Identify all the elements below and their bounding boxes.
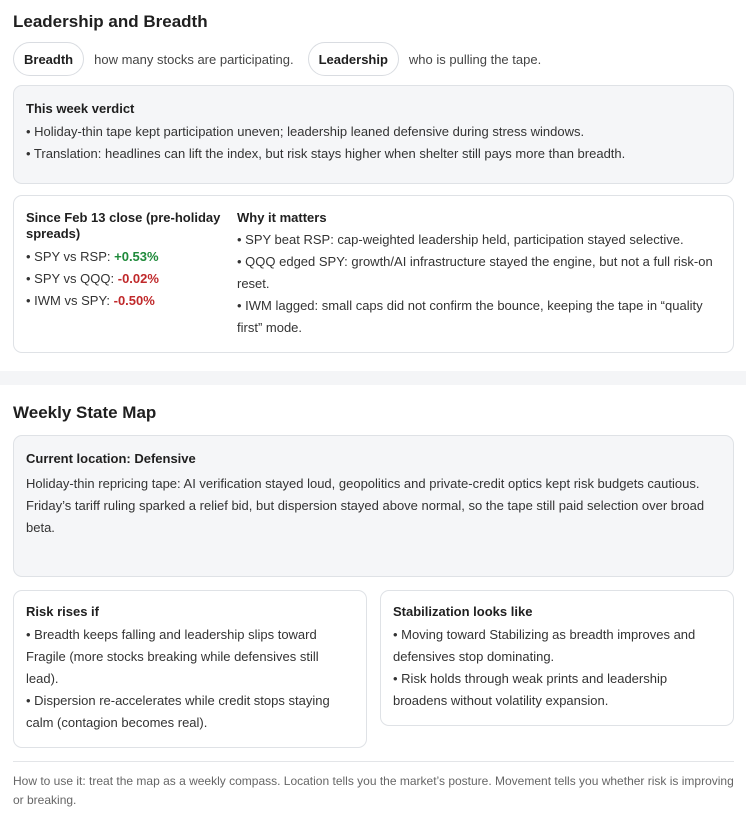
verdict-card xyxy=(13,85,734,184)
why-bullet: • SPY beat RSP: cap-weighted leadership held, participation stayed selective. xyxy=(237,232,684,247)
leadership-pill[interactable]: Leadership xyxy=(308,42,399,76)
current-location-card xyxy=(13,435,734,577)
usage-note: How to use it: treat the map as a weekly compass. Location tells you the market’s posture. Movement tells you whether risk is improving or breaking. xyxy=(13,774,734,807)
why-bullet: • IWM lagged: small caps did not confirm the bounce, keeping the tape in “quality first” mode. xyxy=(237,298,703,335)
spread-label: • IWM vs SPY: xyxy=(26,293,114,308)
risk-bullet: • Dispersion re-accelerates while credit stops staying calm (contagion becomes real). xyxy=(26,693,330,730)
risk-rises-card xyxy=(13,590,367,748)
spreads-card xyxy=(13,195,734,353)
spread-label: • SPY vs RSP: xyxy=(26,249,115,264)
footer-divider xyxy=(13,761,734,762)
leadership-section xyxy=(0,0,746,371)
spread-value: -0.02% xyxy=(117,271,159,286)
spread-value: -0.50% xyxy=(113,293,155,308)
section-title-state-map: Weekly State Map xyxy=(13,403,157,422)
risk-bullet: • Breadth keeps falling and leadership slips toward Fragile (more stocks breaking while defensives still lead). xyxy=(26,627,319,686)
why-title: Why it matters xyxy=(237,210,327,225)
stabilization-card xyxy=(380,590,734,726)
definition-row xyxy=(13,42,555,76)
spreads-title: Since Feb 13 close (pre-holiday spreads) xyxy=(26,210,221,241)
location-paragraph: Holiday-thin repricing tape: AI verification stayed loud, geopolitics and private-credit optics kept risk budgets cautious. xyxy=(26,476,700,491)
verdict-bullet: • Holiday-thin tape kept participation uneven; leadership leaned defensive during stress windows. xyxy=(26,124,585,139)
stabilization-title: Stabilization looks like xyxy=(393,604,533,619)
breadth-pill[interactable]: Breadth xyxy=(13,42,84,76)
leadership-definition: who is pulling the tape. xyxy=(408,51,542,67)
verdict-title: This week verdict xyxy=(26,101,135,116)
verdict-bullet: • Translation: headlines can lift the index, but risk stays higher when shelter still pays more than breadth. xyxy=(26,146,626,161)
spread-value: +0.53% xyxy=(114,249,159,264)
spread-item xyxy=(26,246,221,268)
breadth-definition: how many stocks are participating. xyxy=(94,51,294,67)
section-title-leadership: Leadership and Breadth xyxy=(13,12,208,31)
stabilization-bullet: • Moving toward Stabilizing as breadth improves and defensives stop dominating. xyxy=(393,627,696,664)
section-divider xyxy=(0,371,746,385)
spread-label: • SPY vs QQQ: xyxy=(26,271,118,286)
spreads-panel xyxy=(26,210,221,312)
location-paragraph: Friday’s tariff ruling sparked a relief bid, but dispersion stayed above normal, so the tape still paid selection over broad beta. xyxy=(26,498,705,535)
state-map-section xyxy=(0,385,746,827)
risk-title: Risk rises if xyxy=(26,604,99,619)
spread-item xyxy=(26,290,221,312)
why-bullet: • QQQ edged SPY: growth/AI infrastructure stayed the engine, but not a full risk-on reset. xyxy=(237,254,713,291)
why-panel xyxy=(237,210,722,339)
spread-item xyxy=(26,268,221,290)
stabilization-bullet: • Risk holds through weak prints and leadership broadens without volatility expansion. xyxy=(393,671,668,708)
location-title: Current location: Defensive xyxy=(26,451,196,466)
